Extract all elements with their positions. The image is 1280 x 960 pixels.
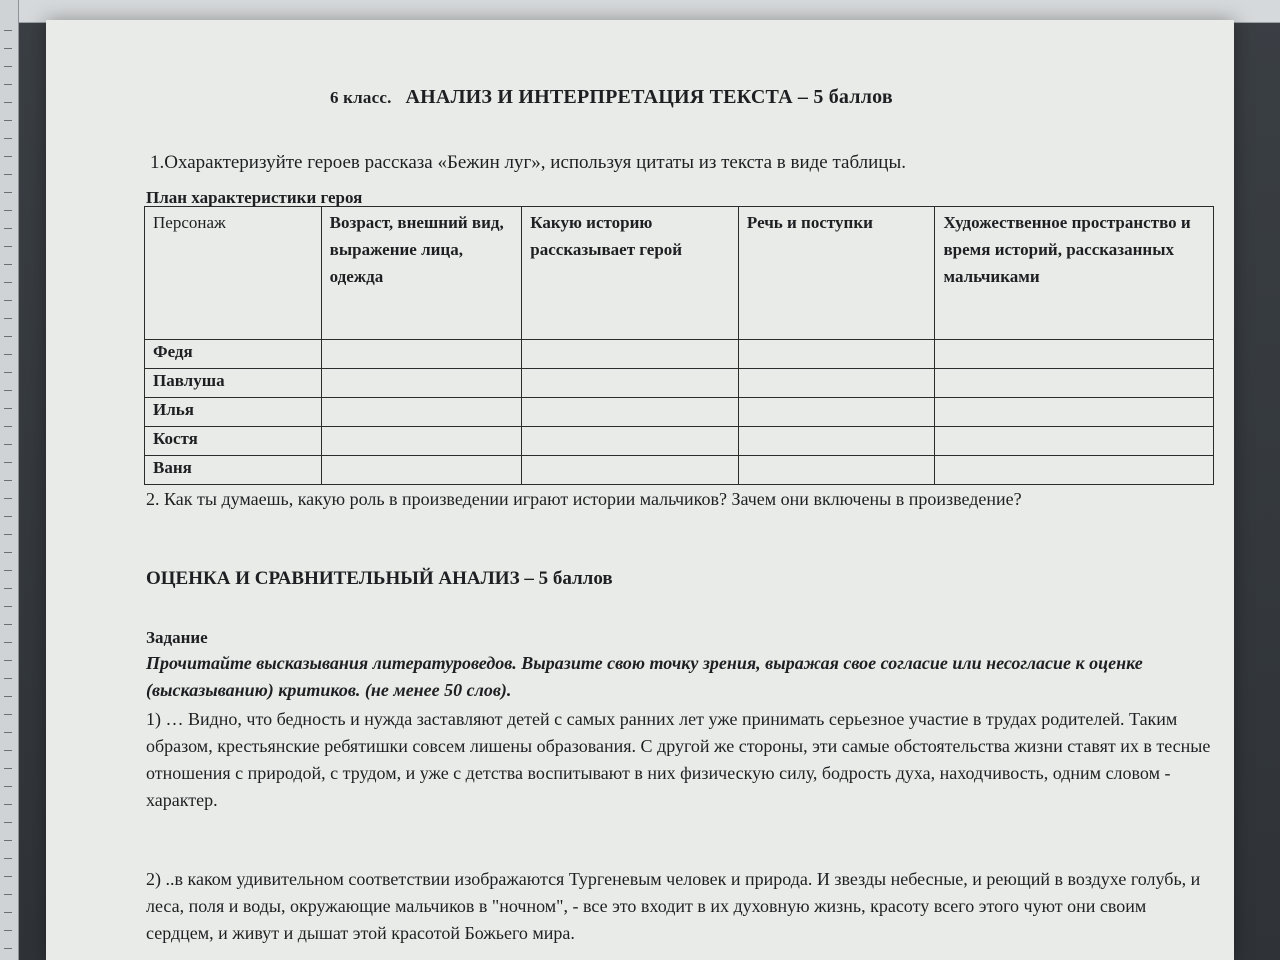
- table-header-cell: Какую историю рассказывает герой: [522, 207, 739, 340]
- table-header-cell: Персонаж: [145, 207, 322, 340]
- ruler-tick: [4, 372, 12, 373]
- ruler-tick: [4, 714, 12, 715]
- character-name-cell: Федя: [145, 340, 322, 369]
- grade-label: 6 класс.: [330, 88, 392, 107]
- table-cell[interactable]: [522, 369, 739, 398]
- ruler-tick: [4, 390, 12, 391]
- ruler-tick: [4, 264, 12, 265]
- table-row: [145, 456, 1214, 485]
- table-header-row: [145, 207, 1214, 340]
- character-name-cell: Павлуша: [145, 369, 322, 398]
- table-cell[interactable]: [321, 398, 522, 427]
- table-cell[interactable]: [522, 398, 739, 427]
- ruler-tick: [4, 894, 12, 895]
- table-row: [145, 340, 1214, 369]
- table-row: [145, 427, 1214, 456]
- ruler-tick: [4, 804, 12, 805]
- table-header-cell: Художественное пространство и время историй, рассказанных мальчиками: [935, 207, 1214, 340]
- table-cell[interactable]: [935, 340, 1214, 369]
- ruler-tick: [4, 930, 12, 931]
- vertical-ruler[interactable]: [0, 0, 19, 960]
- table-header-cell: Речь и поступки: [738, 207, 935, 340]
- ruler-tick: [4, 228, 12, 229]
- document-page[interactable]: [46, 20, 1234, 960]
- task-label: Задание: [146, 628, 208, 647]
- table-cell[interactable]: [738, 340, 935, 369]
- section-title-analysis: АНАЛИЗ И ИНТЕРПРЕТАЦИЯ ТЕКСТА – 5 баллов: [405, 86, 893, 108]
- ruler-tick: [4, 66, 12, 67]
- ruler-tick: [4, 120, 12, 121]
- ruler-tick: [4, 642, 12, 643]
- plan-label: План характеристики героя: [146, 188, 363, 207]
- ruler-tick: [4, 300, 12, 301]
- ruler-tick: [4, 318, 12, 319]
- character-name-cell: Илья: [145, 398, 322, 427]
- ruler-tick: [4, 678, 12, 679]
- table-row: [145, 398, 1214, 427]
- table-header-cell: Возраст, внешний вид, выражение лица, одежда: [321, 207, 522, 340]
- character-name-cell: Ваня: [145, 456, 322, 485]
- ruler-tick: [4, 606, 12, 607]
- ruler-tick: [4, 822, 12, 823]
- ruler-tick: [4, 354, 12, 355]
- ruler-tick: [4, 696, 12, 697]
- ruler-tick: [4, 408, 12, 409]
- character-name-cell: Костя: [145, 427, 322, 456]
- ruler-tick: [4, 840, 12, 841]
- ruler-tick: [4, 138, 12, 139]
- ruler-tick: [4, 948, 12, 949]
- table-cell[interactable]: [738, 369, 935, 398]
- ruler-tick: [4, 732, 12, 733]
- ruler-tick: [4, 516, 12, 517]
- table-cell[interactable]: [522, 427, 739, 456]
- table-cell[interactable]: [935, 369, 1214, 398]
- ruler-tick: [4, 246, 12, 247]
- quote-1: 1) … Видно, что бедность и нужда заставляют детей с самых ранних лет уже принимать серьезное участие в трудах родителей. Таким образом, крестьянские ребятишки совсем лишены образования. С другой же стороны, эти самые обстоятельства жизни ставят их в тесные отношения с природой, с трудом, и уже с детства воспитывают в них физическую силу, бодрость духа, находчивость, одним словом - характер.: [146, 709, 1211, 810]
- table-cell[interactable]: [738, 427, 935, 456]
- page-title: [330, 86, 893, 109]
- ruler-tick: [4, 210, 12, 211]
- table-cell[interactable]: [321, 340, 522, 369]
- ruler-tick: [4, 552, 12, 553]
- ruler-tick: [4, 480, 12, 481]
- ruler-tick: [4, 156, 12, 157]
- ruler-tick: [4, 498, 12, 499]
- ruler-tick: [4, 48, 12, 49]
- table-cell[interactable]: [522, 456, 739, 485]
- quote-2: 2) ..в каком удивительном соответствии изображаются Тургеневым человек и природа. И звезды небесные, и реющий в воздухе голубь, и леса, поля и воды, окружающие мальчиков в "ночном", - все это входит в их духовную жизнь, красоту всего этого чуют они своим сердцем, и живут и дышат этой красотой Божьего мира.: [146, 869, 1201, 943]
- ruler-tick: [4, 336, 12, 337]
- ruler-tick: [4, 876, 12, 877]
- ruler-tick: [4, 192, 12, 193]
- ruler-tick: [4, 624, 12, 625]
- table-cell[interactable]: [321, 369, 522, 398]
- table-row: [145, 369, 1214, 398]
- ruler-tick: [4, 534, 12, 535]
- table-cell[interactable]: [321, 427, 522, 456]
- table-cell[interactable]: [935, 427, 1214, 456]
- ruler-tick: [4, 750, 12, 751]
- table-cell[interactable]: [935, 398, 1214, 427]
- ruler-tick: [4, 660, 12, 661]
- table-cell[interactable]: [321, 456, 522, 485]
- ruler-tick: [4, 282, 12, 283]
- section-title-evaluation: ОЦЕНКА И СРАВНИТЕЛЬНЫЙ АНАЛИЗ – 5 баллов: [146, 568, 613, 589]
- ruler-tick: [4, 84, 12, 85]
- table-cell[interactable]: [738, 456, 935, 485]
- ruler-tick: [4, 102, 12, 103]
- ruler-tick: [4, 768, 12, 769]
- table-cell[interactable]: [935, 456, 1214, 485]
- ruler-tick: [4, 426, 12, 427]
- ruler-tick: [4, 462, 12, 463]
- ruler-tick: [4, 30, 12, 31]
- characters-table: [144, 206, 1214, 485]
- task-instruction: Прочитайте высказывания литературоведов. Выразите свою точку зрения, выражая свое согласие или несогласие к оценке (высказыванию) критиков. (не менее 50 слов).: [146, 653, 1143, 700]
- ruler-tick: [4, 588, 12, 589]
- task-2-text: 2. Как ты думаешь, какую роль в произведении играют истории мальчиков? Зачем они включены в произведение?: [146, 489, 1022, 509]
- table-cell[interactable]: [738, 398, 935, 427]
- ruler-tick: [4, 912, 12, 913]
- ruler-tick: [4, 858, 12, 859]
- ruler-tick: [4, 174, 12, 175]
- table-cell[interactable]: [522, 340, 739, 369]
- ruler-tick: [4, 444, 12, 445]
- ruler-tick: [4, 570, 12, 571]
- ruler-tick: [4, 786, 12, 787]
- task-1-text: 1.Охарактеризуйте героев рассказа «Бежин луг», используя цитаты из текста в виде таблицы.: [150, 152, 906, 173]
